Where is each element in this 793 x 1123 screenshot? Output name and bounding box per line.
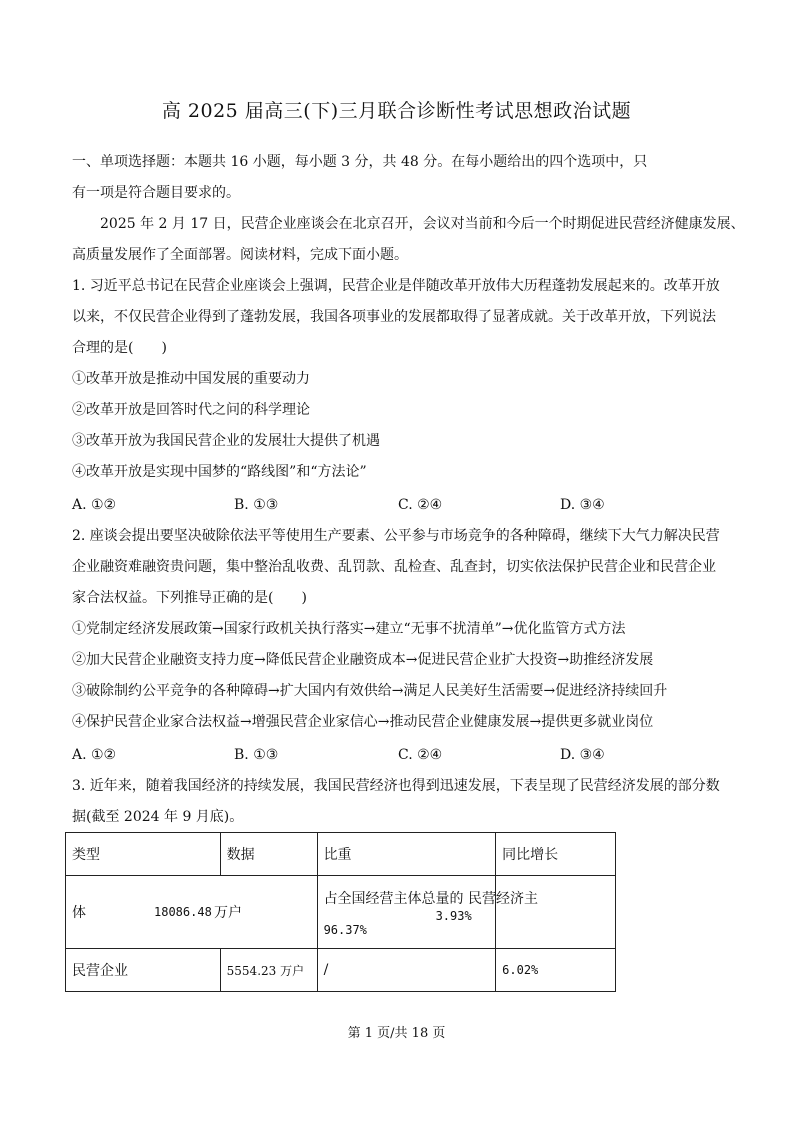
table-header-cell: 同比增长: [496, 833, 616, 876]
q1-option-b[interactable]: B. ①③: [234, 497, 279, 513]
q1-option-d[interactable]: D. ③④: [560, 497, 605, 513]
section-heading-line-1: 一、单项选择题：本题共 16 小题，每小题 3 分，共 48 分。在每小题给出的四个选项中，只: [72, 154, 648, 170]
table-row: [66, 949, 616, 992]
row1-ratio-text: 占全国经营主体总量的 民营经济主: [323, 891, 539, 907]
q2-item-4: ④保护民营企业家合法权益→增强民营企业家信心→推动民营企业健康发展→提供更多就业岗位: [72, 714, 654, 730]
q1-stem-line-3: 合理的是( ): [72, 340, 167, 356]
q2-option-a[interactable]: A. ①②: [72, 747, 117, 763]
intro-line-2: 高质量发展作了全面部署。阅读材料，完成下面小题。: [72, 247, 408, 263]
q2-stem-line-3: 家合法权益。下列推导正确的是( ): [72, 590, 307, 606]
q2-item-3: ③破除制约公平竞争的各种障碍→扩大国内有效供给→满足人民美好生活需要→促进经济持续回升: [72, 683, 668, 699]
q2-stem-line-1: 2. 座谈会提出要坚决破除依法平等使用生产要素、公平参与市场竞争的各种障碍，继续下大气力解决民营: [72, 528, 720, 544]
row1-ratio-percent: 96.37%: [323, 923, 367, 937]
q2-option-b[interactable]: B. ①③: [234, 747, 279, 763]
page-title: 高 2025 届高三(下)三月联合诊断性考试思想政治试题: [161, 100, 632, 122]
row1-type-number: 18086.48: [154, 905, 212, 919]
table-cell-type-data: [66, 876, 318, 949]
q1-item-4: ④改革开放是实现中国梦的“路线图”和“方法论”: [72, 464, 367, 480]
section-heading-line-2: 有一项是符合题目要求的。: [72, 185, 240, 201]
row1-ratio-number: 3.93%: [435, 909, 472, 923]
table-cell-ratio: [317, 876, 539, 949]
q2-option-d[interactable]: D. ③④: [560, 747, 605, 763]
q3-stem-line-2: 据(截至 2024 年 9 月底)。: [72, 809, 244, 825]
table-header-cell: 类型: [66, 833, 221, 876]
table-header-cell: 比重: [317, 833, 496, 876]
table-cell-ratio: /: [317, 949, 496, 992]
intro-line-1: 2025 年 2 月 17 日，民营企业座谈会在北京召开，会议对当前和今后一个时期促进民营经济健康发展、: [100, 216, 745, 232]
table-cell-growth: [496, 876, 616, 949]
q1-item-2: ②改革开放是回答时代之问的科学理论: [72, 402, 310, 418]
table-row: [66, 876, 616, 949]
q2-option-c[interactable]: C. ②④: [398, 747, 443, 763]
q1-option-a[interactable]: A. ①②: [72, 497, 117, 513]
table-cell-growth: 6.02%: [496, 949, 616, 992]
page-footer: 第 1 页/共 18 页: [347, 1026, 446, 1041]
data-table: [65, 832, 616, 992]
table-cell-data: 5554.23 万户: [220, 949, 317, 992]
q1-stem-line-1: 1. 习近平总书记在民营企业座谈会上强调，民营企业是伴随改革开放伟大历程蓬勃发展起来的。改革开放: [72, 278, 720, 294]
q2-item-2: ②加大民营企业融资支持力度→降低民营企业融资成本→促进民营企业扩大投资→助推经济发展: [72, 652, 654, 668]
table-header-cell: 数据: [220, 833, 317, 876]
table-header-row: [66, 833, 616, 876]
q1-item-1: ①改革开放是推动中国发展的重要动力: [72, 371, 310, 387]
row1-type-label: 体: [72, 905, 86, 921]
q2-stem-line-2: 企业融资难融资贵问题，集中整治乱收费、乱罚款、乱检查、乱查封，切实依法保护民营企业和民营企业: [72, 559, 716, 575]
table-cell-type: 民营企业: [66, 949, 221, 992]
q1-option-c[interactable]: C. ②④: [398, 497, 443, 513]
row1-type-unit: 万户: [214, 905, 242, 921]
q3-stem-line-1: 3. 近年来，随着我国经济的持续发展，我国民营经济也得到迅速发展，下表呈现了民营经济发展的部分数: [72, 778, 720, 794]
q1-stem-line-2: 以来，不仅民营企业得到了蓬勃发展，我国各项事业的发展都取得了显著成就。关于改革开放，下列说法: [72, 309, 716, 325]
q2-item-1: ①党制定经济发展政策→国家行政机关执行落实→建立“无事不扰清单”→优化监管方式方法: [72, 621, 626, 637]
q1-item-3: ③改革开放为我国民营企业的发展壮大提供了机遇: [72, 433, 380, 449]
